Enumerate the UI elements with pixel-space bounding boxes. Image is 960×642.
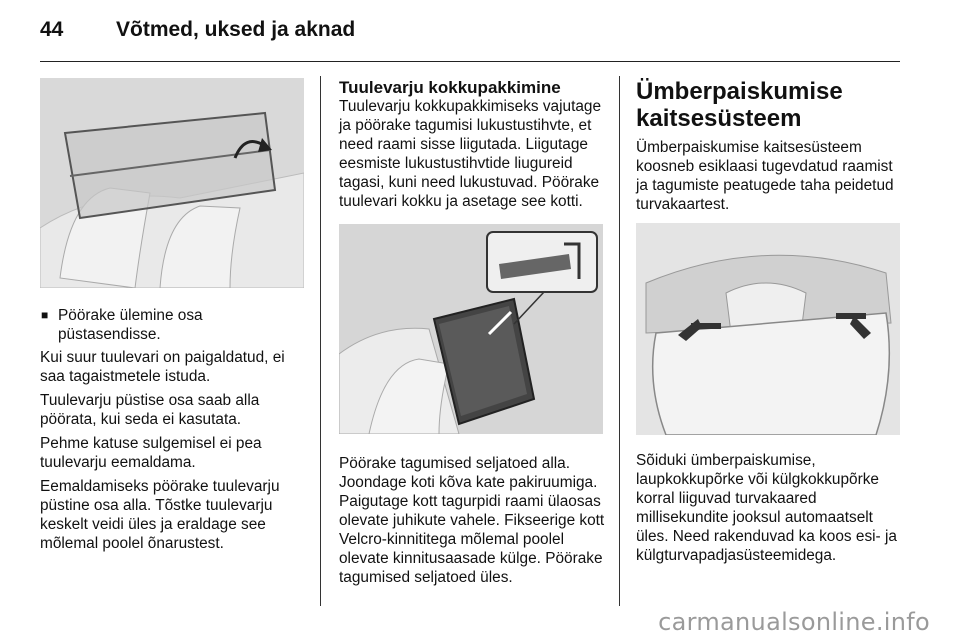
page-number: 44: [40, 18, 64, 41]
page-title: Võtmed, uksed ja aknad: [116, 18, 356, 41]
paragraph: Kui suur tuulevari on paigaldatud, ei saa tagaistmetele istuda.: [40, 349, 285, 385]
column-1: [40, 78, 306, 558]
rollover-protection-illustration: [636, 223, 900, 435]
wind-deflector-illustration: [40, 78, 304, 288]
paragraph: Tuulevarju kokkupakkimiseks vajutage ja pöörake tagumisi lukustustihvte, et need raami sisse liigutada. Liigutage eesmiste lukustustihvtide liugureid tagasi, kuni need lukustuvad. Pöörake tuulevari kokku ja asetage see kotti.: [339, 98, 602, 210]
column-3: [636, 78, 902, 570]
paragraph: Tuulevarju püstise osa saab alla pöörata, kui seda ei kasutata.: [40, 392, 260, 428]
paragraph: Sõiduki ümberpaiskumise, laupkokkupõrke või külgkokkupõrke korral liiguvad turvakaared millisekundite jooksul automaatselt üles. Need rakenduvad ka koos esi- ja külgturvapadjasüsteemidega.: [636, 452, 897, 564]
column-divider-1: [320, 76, 321, 606]
page-header: [40, 18, 920, 48]
column-divider-2: [619, 76, 620, 606]
square-bullet-icon: ■: [41, 308, 49, 322]
section-heading: Tuulevarju kokkupakkimine: [339, 78, 561, 97]
paragraph: Pöörake tagumised seljatoed alla. Joondage koti kõva kate pakiruumiga. Paigutage kott tagurpidi raami ülaosas olevate juhikute vahele. Fikseerige kott Velcro-kinnititega mõlemal poolel olevate kinnitusaasade külge. Pöörake tagumised seljatoed üles.: [339, 455, 605, 586]
section-heading: Ümberpaiskumise kaitsesüsteem: [636, 78, 843, 132]
paragraph: Pehme katuse sulgemisel ei pea tuulevarju eemaldama.: [40, 435, 262, 471]
watermark: carmanualsonline.info: [658, 608, 930, 636]
column-2: [339, 78, 605, 592]
paragraph: Ümberpaiskumise kaitsesüsteem koosneb esiklaasi tugevdatud raamist ja tagumiste peatugede taha peidetud turvakaartest.: [636, 139, 894, 213]
header-rule: [40, 61, 900, 62]
deflector-bag-illustration: [339, 224, 603, 434]
paragraph: Eemaldamiseks pöörake tuulevarju püstine osa alla. Tõstke tuulevarju keskelt veidi üles ja eraldage see mõlemal poolel õnarustest.: [40, 478, 280, 552]
bullet-item: ■ Pöörake ülemine osa püstasendisse.: [41, 307, 203, 343]
